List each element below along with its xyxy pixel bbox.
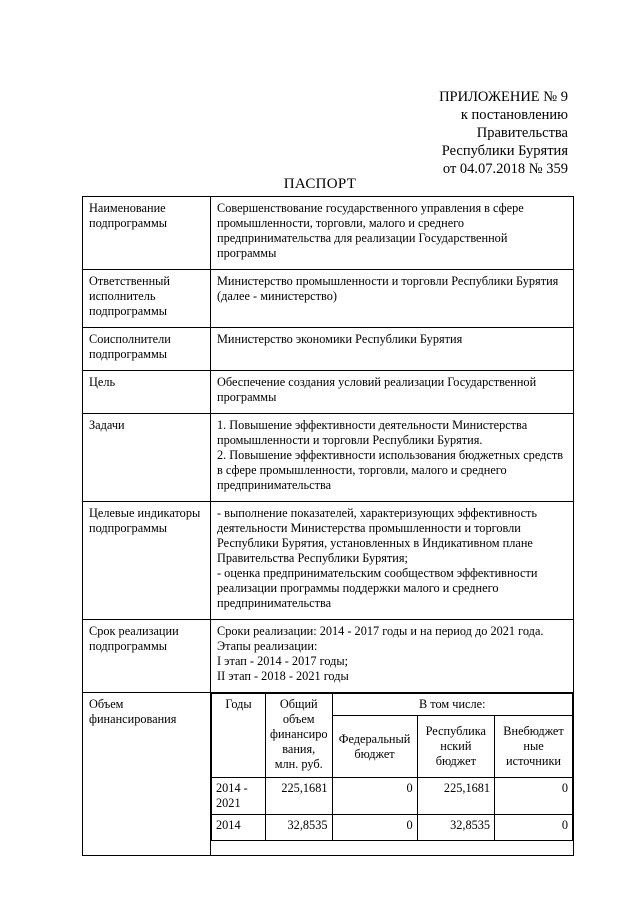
- finance-cell: [211, 693, 574, 856]
- appendix-header: [439, 88, 568, 178]
- table-row: [83, 502, 574, 620]
- table-row: [83, 693, 574, 856]
- appendix-number: ПРИЛОЖЕНИЕ № 9: [439, 89, 568, 105]
- federal-cell: 0: [332, 815, 417, 841]
- republic-cell: 225,1681: [417, 778, 494, 815]
- table-row: [83, 197, 574, 270]
- appendix-ref: к постановлению: [460, 107, 568, 123]
- offbudget-cell: 0: [495, 815, 573, 841]
- republic-cell: 32,8535: [417, 815, 494, 841]
- row-label: Объем финансирования: [83, 693, 211, 856]
- offbudget-cell: 0: [495, 778, 573, 815]
- table-row: [83, 371, 574, 414]
- row-value: [211, 620, 574, 693]
- appendix-date: от 04.07.2018 № 359: [442, 161, 568, 177]
- row-label: Цель: [83, 371, 211, 414]
- table-row: [83, 620, 574, 693]
- finance-table: [211, 693, 573, 841]
- passport-table: [82, 196, 574, 856]
- row-label: Соисполнители подпрограммы: [83, 328, 211, 371]
- period-line-4: II этап - 2018 - 2021 годы: [217, 669, 349, 683]
- total-cell: 32,8535: [266, 815, 333, 841]
- task-1: 1. Повышение эффективности деятельности Министерства промышленности и торговли Республики Бурятия.: [217, 418, 528, 447]
- indicator-1: - выполнение показателей, характеризующих эффективность деятельности Министерства промышленности и торговли Республики Бурятия, установленных в Индикативном плане Правительства Республики Бурятия;: [217, 506, 538, 565]
- year-cell: 2014 - 2021: [212, 778, 266, 815]
- col-republic: Республика нский бюджет: [417, 716, 494, 778]
- row-label: Срок реализации подпрограммы: [83, 620, 211, 693]
- row-label: Целевые индикаторы подпрограммы: [83, 502, 211, 620]
- row-label: Ответственный исполнитель подпрограммы: [83, 270, 211, 328]
- col-federal: Федеральный бюджет: [332, 716, 417, 778]
- period-line-1: Сроки реализации: 2014 - 2017 годы и на период до 2021 года.: [217, 624, 544, 638]
- table-row: [83, 414, 574, 502]
- row-value: Совершенствование государственного управления в сфере промышленности, торговли, малого и среднего предпринимательства для реализации Государственной программы: [211, 197, 574, 270]
- period-line-2: Этапы реализации:: [217, 639, 318, 653]
- row-label: Задачи: [83, 414, 211, 502]
- col-years: Годы: [212, 694, 266, 778]
- row-value: Обеспечение создания условий реализации Государственной программы: [211, 371, 574, 414]
- row-value: Министерство промышленности и торговли Республики Бурятия (далее - министерство): [211, 270, 574, 328]
- table-row: [83, 328, 574, 371]
- col-total: Общий объем финансиро вания, млн. руб.: [266, 694, 333, 778]
- row-value: [211, 414, 574, 502]
- col-including: В том числе:: [332, 694, 573, 716]
- indicator-2: - оценка предпринимательским сообществом эффективности реализации программы поддержки малого и среднего предпринимательства: [217, 566, 538, 610]
- federal-cell: 0: [332, 778, 417, 815]
- period-line-3: I этап - 2014 - 2017 годы;: [217, 654, 349, 668]
- year-cell: 2014: [212, 815, 266, 841]
- total-cell: 225,1681: [266, 778, 333, 815]
- row-value: Министерство экономики Республики Бурятия: [211, 328, 574, 371]
- appendix-republic: Республики Бурятия: [441, 143, 568, 159]
- finance-header-row: [212, 694, 573, 716]
- page-title: ПАСПОРТ: [283, 176, 357, 192]
- row-value: [211, 502, 574, 620]
- table-row: [83, 270, 574, 328]
- table-row: [212, 815, 573, 841]
- row-label: Наименование подпрограммы: [83, 197, 211, 270]
- table-row: [212, 778, 573, 815]
- task-2: 2. Повышение эффективности использования бюджетных средств в сфере промышленности, торговли, малого и среднего предпринимательства: [217, 448, 564, 492]
- col-offbudget: Внебюджет ные источники: [495, 716, 573, 778]
- appendix-government: Правительства: [476, 125, 568, 141]
